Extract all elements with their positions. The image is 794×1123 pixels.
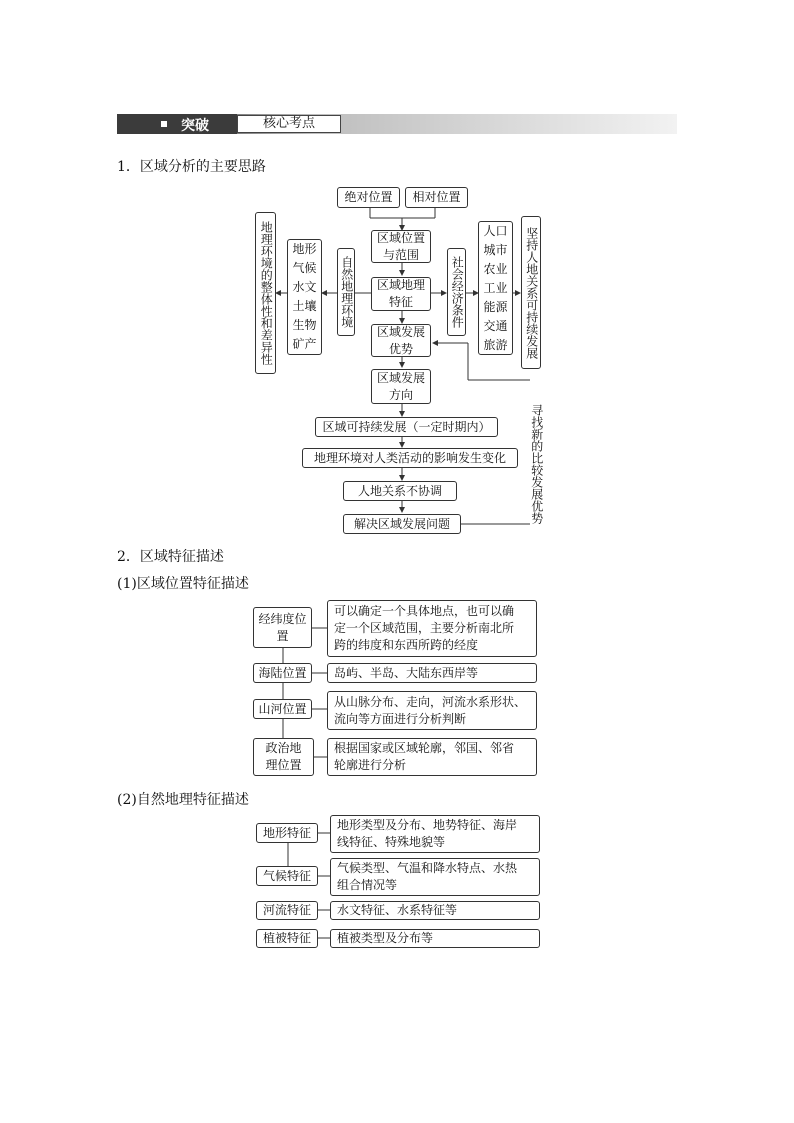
natural-env-box: 自然地理环境: [337, 248, 355, 336]
header-tab: 核心考点: [237, 115, 341, 133]
left-vertical-box: 地理环境的整体性和差异性: [255, 212, 276, 374]
abs-position-box: 绝对位置: [337, 187, 400, 208]
social-item: 城市: [483, 243, 508, 257]
climate-feature-desc: [330, 858, 540, 896]
natural-item: 生物: [292, 318, 317, 332]
region-direction-box: 区域发展方向: [371, 369, 431, 404]
rel-position-box: 相对位置: [405, 187, 468, 208]
region-feature-box: 区域地理特征: [371, 277, 431, 311]
natural-item: 水文: [292, 280, 317, 294]
region-position-box: 区域位置与范围: [371, 230, 431, 263]
land-sea-position-label: 海陆位置: [253, 663, 312, 683]
desc-line: 线特征、特殊地貌等: [337, 835, 446, 849]
land-sea-position-desc: 岛屿、半岛、大陆东西岸等: [327, 663, 537, 683]
social-item: 农业: [483, 262, 508, 276]
right-vertical-box: 坚持人地关系可持续发展: [521, 216, 541, 369]
vegetation-feature-label: 植被特征: [256, 929, 318, 948]
river-feature-label: 河流特征: [256, 901, 318, 920]
desc-line: 定一个区域范围，主要分析南北所: [334, 621, 515, 635]
social-economic-box: 社会经济条件: [447, 248, 466, 336]
desc-line: 从山脉分布、走向，河流水系形状、: [334, 694, 527, 709]
chain-box-4: 解决区域发展问题: [343, 514, 461, 534]
social-item: 能源: [483, 300, 508, 314]
region-advantage-box: 区域发展优势: [371, 324, 431, 357]
vegetation-feature-desc: 植被类型及分布等: [330, 929, 540, 948]
social-item: 人口: [483, 224, 508, 238]
social-item: 工业: [483, 281, 508, 295]
chain-box-3: 人地关系不协调: [343, 481, 457, 501]
desc-line: 可以确定一个具体地点，也可以确: [334, 604, 515, 618]
sub1-title: (1)区域位置特征描述: [117, 576, 249, 592]
desc-line: 气候类型、气温和降水特点、水热: [337, 861, 518, 875]
terrain-feature-desc: [330, 815, 540, 853]
terrain-feature-label: 地形特征: [256, 823, 318, 843]
climate-feature-label: 气候特征: [256, 866, 318, 886]
desc-line: 地形类型及分布、地势特征、海岸: [337, 818, 518, 832]
natural-item: 地形: [292, 242, 317, 256]
social-item: 交通: [483, 319, 508, 333]
river-feature-desc: 水文特征、水系特征等: [330, 901, 540, 920]
desc-line: 流向等方面进行分析判断: [334, 711, 467, 726]
latlon-position-label: 经纬度位置: [253, 607, 312, 648]
mountain-river-position-label: 山河位置: [253, 699, 312, 719]
chain-box-1: 区域可持续发展（一定时期内）: [315, 417, 498, 437]
feedback-label: 寻找新的比较发展优势: [529, 403, 544, 524]
desc-line: 根据国家或区域轮廓，邻国、邻省: [334, 741, 515, 755]
header-tag: 突破: [181, 118, 209, 134]
chain-box-2: 地理环境对人类活动的影响发生变化: [302, 448, 518, 468]
natural-item: 土壤: [292, 299, 317, 313]
natural-item: 矿产: [292, 337, 317, 351]
desc-line: 组合情况等: [337, 878, 398, 892]
desc-line: 跨的纬度和东西所跨的经度: [334, 638, 479, 652]
natural-item: 气候: [292, 261, 317, 275]
sub2-title: (2)自然地理特征描述: [117, 792, 249, 808]
section2-title: 2．区域特征描述: [117, 549, 224, 565]
desc-line: 轮廓进行分析: [334, 758, 407, 772]
section1-title: 1．区域分析的主要思路: [117, 159, 266, 175]
label-text: 政治地理位置: [265, 741, 302, 772]
social-item: 旅游: [483, 338, 508, 352]
